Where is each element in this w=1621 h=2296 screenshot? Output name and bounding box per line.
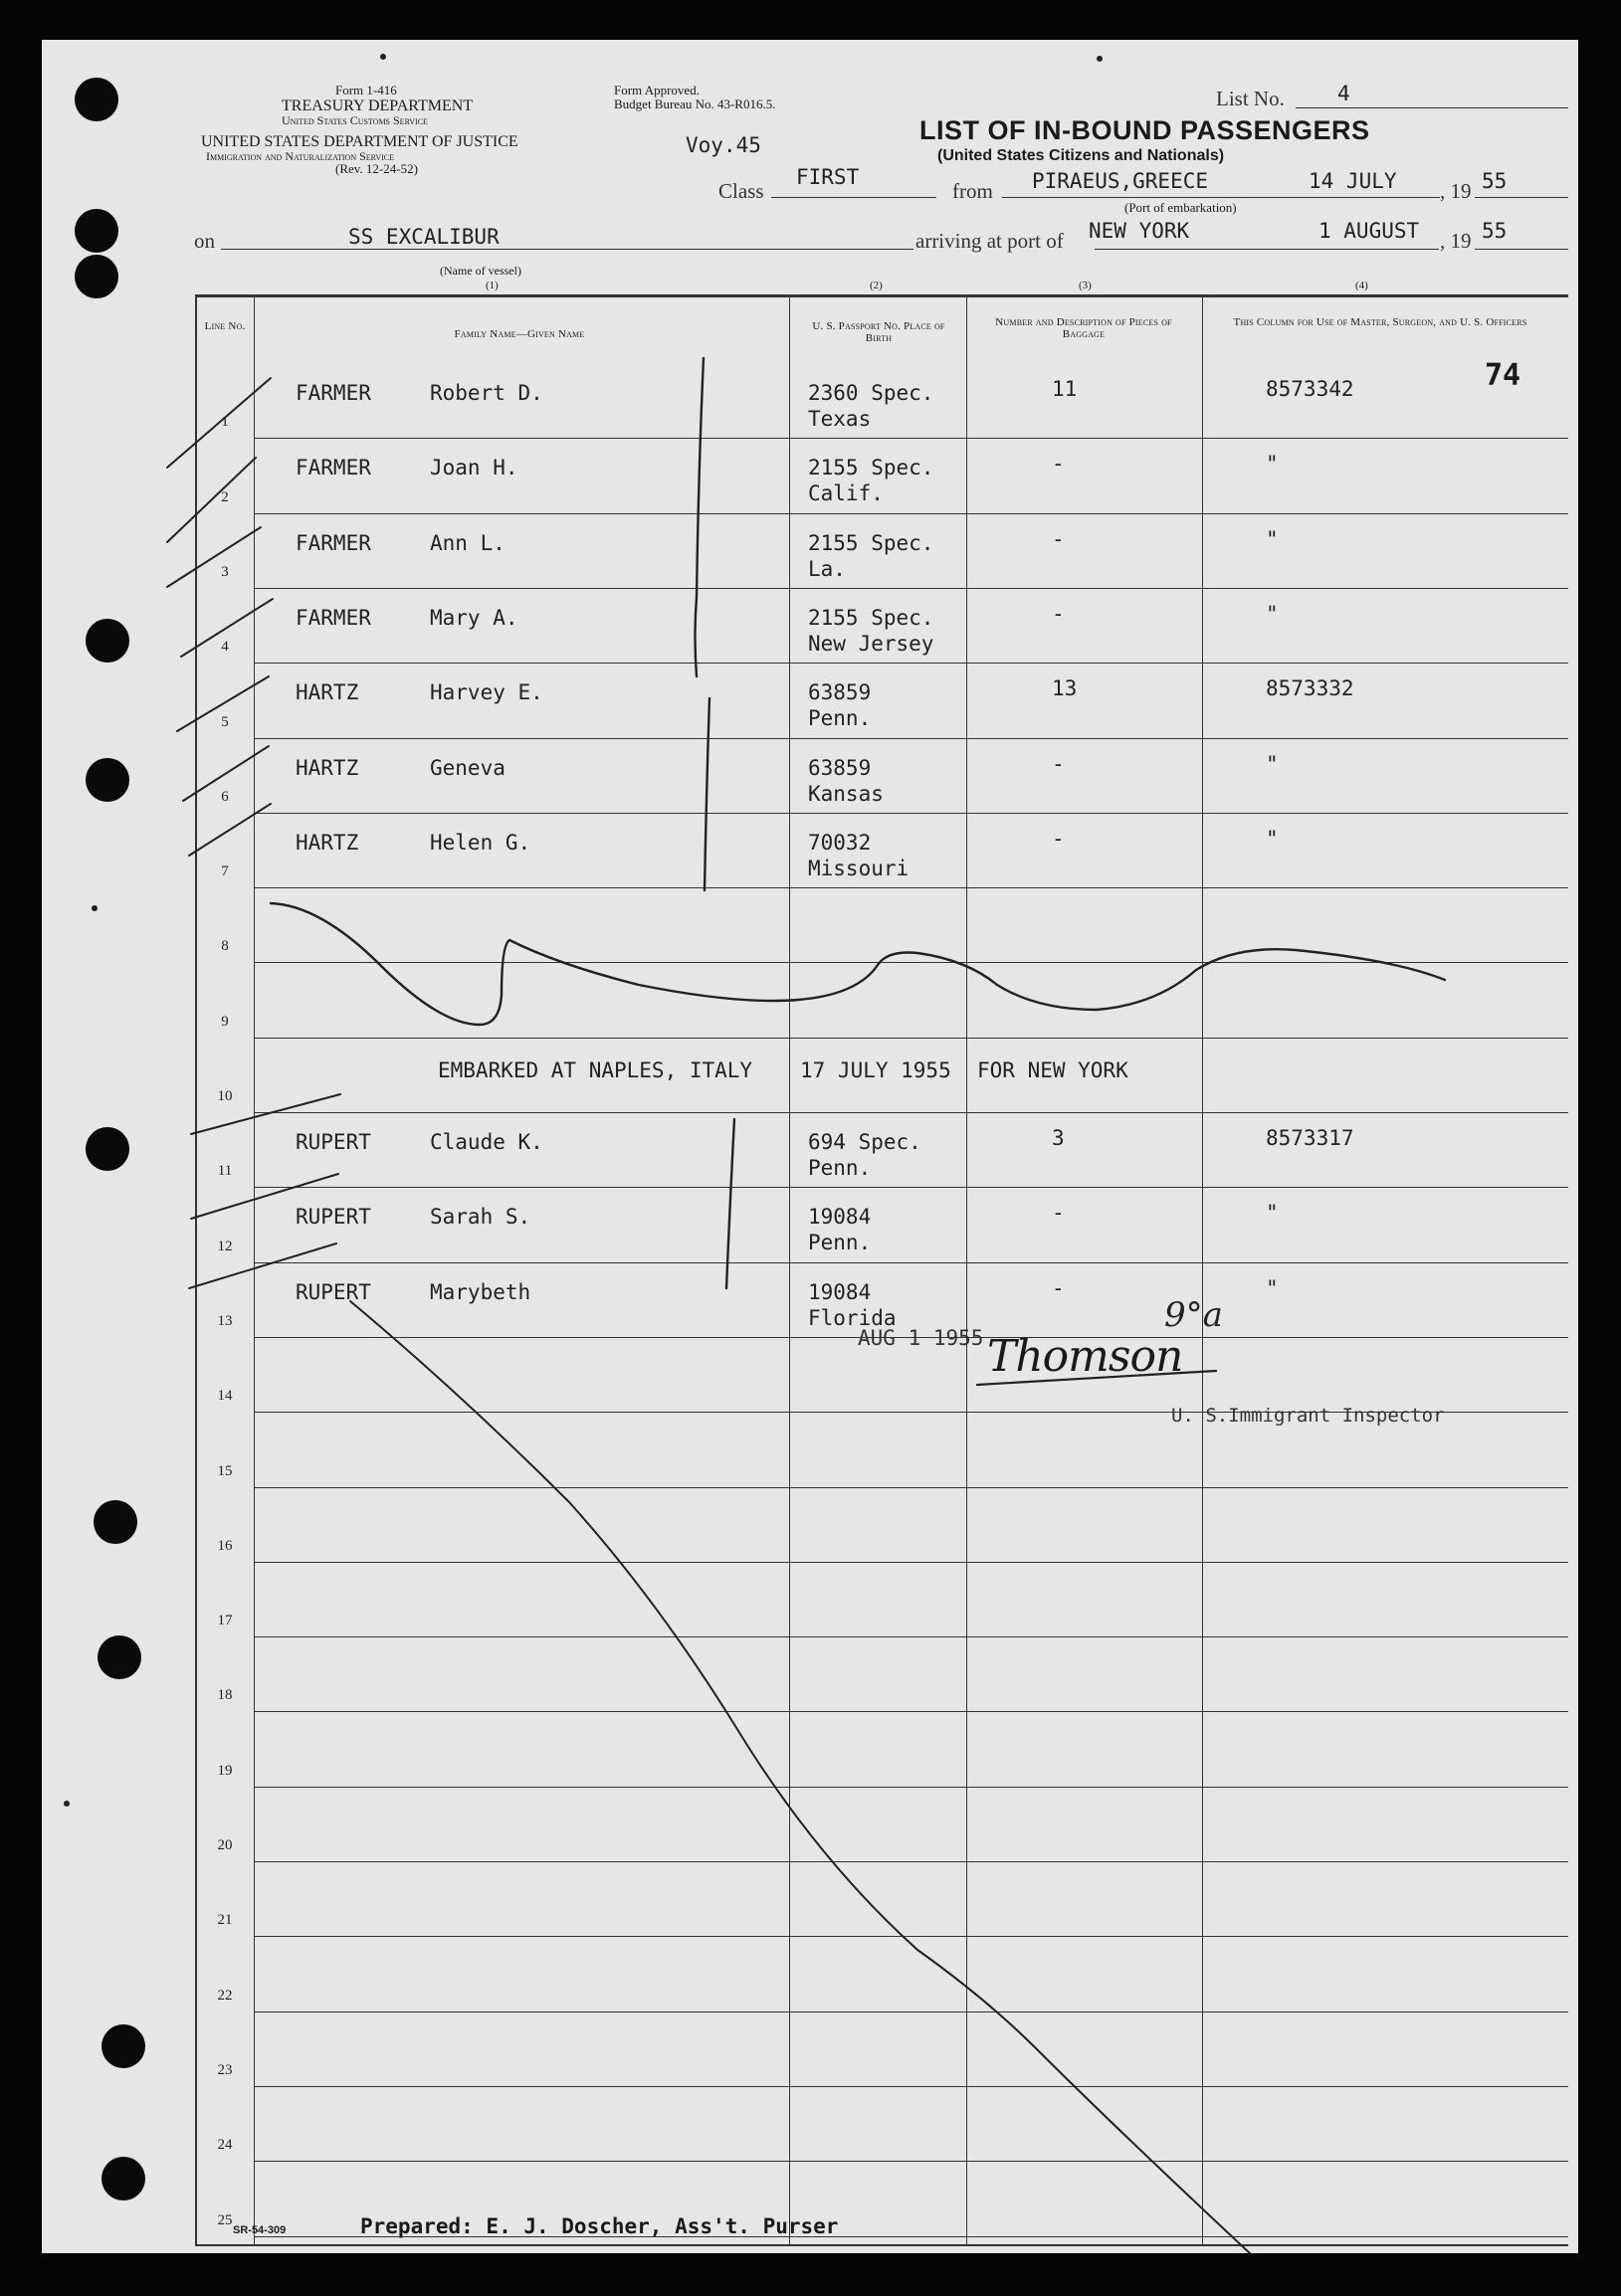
passenger-family-name: RUPERT [296, 1205, 371, 1229]
officer-entry: " [1266, 1276, 1279, 1300]
passenger-given-name: Ann L. [430, 531, 506, 555]
passenger-given-name: Harvey E. [430, 680, 543, 704]
place-of-birth: Missouri [808, 857, 910, 880]
line-number: 2 [221, 489, 229, 505]
passenger-family-name: HARTZ [296, 680, 359, 704]
from-value: PIRAEUS,GREECE [1032, 169, 1209, 193]
arriving-label: arriving at port of [915, 229, 1064, 253]
list-no-value: 4 [1337, 82, 1350, 105]
passenger-family-name: HARTZ [296, 756, 359, 780]
passport-number: 2155 Spec. [808, 456, 934, 479]
passenger-given-name: Claude K. [430, 1130, 543, 1154]
class-value: FIRST [796, 165, 860, 189]
passport-number: 19084 [808, 1280, 872, 1304]
header-line-no: Line No. [204, 320, 246, 332]
baggage-count: - [1052, 527, 1065, 551]
place-of-birth: Penn. [808, 706, 872, 730]
baggage-count: - [1052, 452, 1065, 476]
passenger-given-name: Sarah S. [430, 1205, 531, 1229]
line-number: 20 [217, 1837, 233, 1853]
passenger-family-name: FARMER [296, 531, 371, 555]
place-of-birth: New Jersey [808, 632, 934, 656]
line-number: 23 [217, 2062, 233, 2078]
officer-entry: 8573342 [1266, 377, 1354, 401]
baggage-count: 3 [1052, 1126, 1065, 1150]
baggage-count: - [1052, 827, 1065, 851]
passenger-family-name: FARMER [296, 381, 371, 405]
place-of-birth: Penn. [808, 1156, 872, 1180]
passport-number: 70032 [808, 831, 872, 855]
voyage: Voy.45 [686, 133, 761, 157]
line-number: 3 [221, 564, 229, 580]
officer-entry: " [1266, 527, 1279, 551]
officer-entry: 8573332 [1266, 676, 1354, 700]
line-number: 18 [217, 1687, 233, 1703]
line-number: 10 [217, 1088, 233, 1104]
handwritten-marks [42, 40, 1578, 2253]
year-prefix: , 19 [1440, 179, 1472, 203]
inspector-initials: 9°a [1164, 1295, 1223, 1335]
passport-number: 2360 Spec. [808, 381, 934, 405]
place-of-birth: Florida [808, 1306, 897, 1330]
passenger-given-name: Robert D. [430, 381, 543, 405]
passport-number: 694 Spec. [808, 1130, 921, 1154]
vessel-name: SS EXCALIBUR [348, 225, 500, 249]
vessel-caption: (Name of vessel) [440, 264, 521, 278]
line-number: 21 [217, 1912, 233, 1928]
line-number: 14 [217, 1388, 233, 1404]
passenger-family-name: FARMER [296, 606, 371, 630]
treasury-department: TREASURY DEPARTMENT [282, 97, 474, 114]
baggage-count: - [1052, 1201, 1065, 1225]
arrival-port: NEW YORK [1089, 219, 1190, 243]
line-number: 12 [217, 1239, 233, 1254]
line-number: 19 [217, 1763, 233, 1779]
page-subtitle: (United States Citizens and Nationals) [937, 147, 1225, 164]
page-number: 74 [1485, 358, 1521, 393]
line-number: 13 [217, 1313, 233, 1329]
passenger-family-name: FARMER [296, 456, 371, 479]
page-title: LIST OF IN-BOUND PASSENGERS [919, 115, 1370, 145]
port-embark-caption: (Port of embarkation) [1124, 200, 1237, 215]
passenger-given-name: Joan H. [430, 456, 518, 479]
passport-number: 63859 [808, 680, 872, 704]
revision: (Rev. 12-24-52) [335, 161, 418, 176]
line-number: 24 [217, 2137, 233, 2153]
header-baggage: Number and Description of Pieces of Baggage [995, 316, 1172, 340]
immigration-service: Immigration and Naturalization Service [206, 149, 395, 163]
embark-year: 55 [1482, 169, 1508, 193]
officer-entry: " [1266, 827, 1279, 851]
embarked-note-dest: FOR NEW YORK [977, 1058, 1128, 1082]
baggage-count: - [1052, 752, 1065, 776]
form-approved: Form Approved. [614, 83, 700, 97]
budget-bureau: Budget Bureau No. 43-R016.5. [614, 96, 776, 111]
officer-entry: " [1266, 452, 1279, 476]
passenger-given-name: Mary A. [430, 606, 518, 630]
passenger-given-name: Marybeth [430, 1280, 531, 1304]
passport-number: 63859 [808, 756, 872, 780]
baggage-count: 13 [1052, 676, 1078, 700]
embark-date: 14 JULY [1309, 169, 1397, 193]
line-number: 11 [217, 1163, 233, 1179]
passenger-family-name: RUPERT [296, 1130, 371, 1154]
place-of-birth: Penn. [808, 1231, 872, 1254]
officer-entry: " [1266, 1201, 1279, 1225]
baggage-count: 11 [1052, 377, 1078, 401]
line-number: 8 [221, 938, 229, 954]
col-number-1: (1) [486, 280, 499, 291]
arrival-year: 55 [1482, 219, 1508, 243]
embarked-note-date: 17 JULY 1955 [800, 1058, 951, 1082]
header-passport: U. S. Passport No. Place of Birth [812, 320, 945, 344]
place-of-birth: Texas [808, 407, 872, 431]
arrival-date: 1 AUGUST [1318, 219, 1420, 243]
col-number-2: (2) [870, 280, 883, 291]
on-label: on [194, 229, 215, 253]
place-of-birth: La. [808, 557, 846, 581]
inspector-title: U. S.Immigrant Inspector [1171, 1405, 1445, 1427]
inspection-date-stamp: AUG 1 1955 [858, 1326, 984, 1350]
line-number: 22 [217, 1988, 233, 2004]
manifest-page [42, 40, 1578, 2253]
col-number-4: (4) [1355, 280, 1368, 291]
line-number: 16 [217, 1538, 233, 1554]
prepared-by: Prepared: E. J. Doscher, Ass't. Purser [360, 2214, 839, 2238]
line-number: 25 [217, 2212, 233, 2228]
officer-entry: 8573317 [1266, 1126, 1354, 1150]
passport-number: 19084 [808, 1205, 872, 1229]
officer-entry: " [1266, 752, 1279, 776]
inspector-signature: Thomson [987, 1331, 1183, 1382]
line-number: 5 [221, 714, 229, 730]
header-officers: This Column for Use of Master, Surgeon, and U. S. Officers [1233, 316, 1527, 328]
passenger-given-name: Helen G. [430, 831, 531, 855]
col-number-3: (3) [1079, 280, 1092, 291]
line-number: 9 [221, 1014, 229, 1030]
passenger-family-name: RUPERT [296, 1280, 371, 1304]
place-of-birth: Calif. [808, 481, 884, 505]
form-code: SR-54-309 [233, 2224, 287, 2236]
header-name: Family Name—Given Name [454, 328, 585, 340]
line-number: 1 [221, 414, 229, 430]
line-number: 4 [221, 639, 229, 655]
line-number: 6 [221, 789, 229, 805]
justice-department: UNITED STATES DEPARTMENT OF JUSTICE [201, 133, 518, 150]
line-number: 7 [221, 863, 229, 879]
passenger-given-name: Geneva [430, 756, 506, 780]
year-prefix-2: , 19 [1440, 229, 1472, 253]
passport-number: 2155 Spec. [808, 531, 934, 555]
officer-entry: " [1266, 602, 1279, 626]
baggage-count: - [1052, 602, 1065, 626]
list-no-label: List No. [1216, 87, 1285, 110]
baggage-count: - [1052, 1276, 1065, 1300]
passenger-family-name: HARTZ [296, 831, 359, 855]
place-of-birth: Kansas [808, 782, 884, 806]
form-number: Form 1-416 [335, 83, 397, 97]
customs-service: United States Customs Service [282, 113, 428, 127]
embarked-note-place: EMBARKED AT NAPLES, ITALY [438, 1058, 753, 1082]
class-label: Class [718, 179, 764, 203]
passport-number: 2155 Spec. [808, 606, 934, 630]
line-number: 15 [217, 1463, 233, 1479]
from-label: from [952, 179, 993, 203]
line-number: 17 [217, 1613, 233, 1628]
